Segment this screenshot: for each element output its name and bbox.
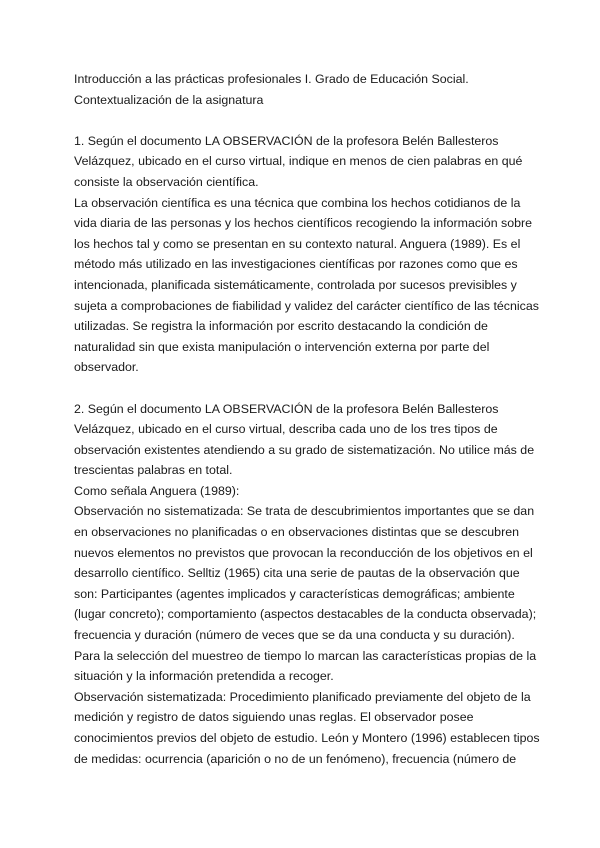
answer-line: Para la selección del muestreo de tiempo lo marcan las características propias de la: [74, 648, 537, 663]
question-line: Velázquez, ubicado en el curso virtual, indique en menos de cien palabras en qué: [74, 154, 523, 169]
answer-line: intencionada, planificada sistemáticamente, controlada por sucesos previsibles y: [74, 277, 517, 292]
header-line: Introducción a las prácticas profesionales I. Grado de Educación Social.: [74, 72, 469, 86]
answer-line: en observaciones no planificadas o en observaciones distintas que se descubren: [74, 525, 519, 540]
question-line: 2. Según el documento LA OBSERVACIÓN de la profesora Belén Ballesteros: [74, 401, 499, 416]
answer-line: Observación sistematizada: Procedimiento planificado previamente del objeto de la: [74, 689, 531, 704]
answer-line: observador.: [74, 360, 139, 375]
answer-line: Como señala Anguera (1989):: [74, 483, 240, 498]
question-line: trescientas palabras en total.: [74, 463, 233, 478]
answer-line: utilizadas. Se registra la información por escrito destacando la condición de: [74, 319, 488, 334]
answer-line: nuevos elementos no previstos que provocan la reconducción de los objetivos en el: [74, 545, 533, 560]
question-line: Velázquez, ubicado en el curso virtual, describa cada uno de los tres tipos de: [74, 422, 498, 437]
answer-line: método más utilizado en las investigaciones científicas por razones como que es: [74, 257, 518, 272]
answer-line: situación y la información pretendida a recoger.: [74, 669, 334, 684]
paragraph-gap: [74, 378, 534, 399]
question-line: consiste la observación científica.: [74, 174, 259, 189]
answer-1: [74, 193, 539, 378]
answer-line: son: Participantes (agentes implicados y características demográficas; ambiente: [74, 586, 515, 601]
header-line: Contextualización de la asignatura: [74, 92, 264, 107]
answer-line: los hechos tal y como se presentan en su contexto natural. Anguera (1989). Es el: [74, 236, 521, 251]
answer-line: vida diaria de las personas y los hechos científicos recogiendo la información sobre: [74, 216, 533, 231]
answer-line: (lugar concreto); comportamiento (aspectos destacables de la conducta observada);: [74, 607, 537, 622]
answer-line: conocimientos previos del objeto de estudio. León y Montero (1996) establecen tipos: [74, 731, 540, 745]
question-line: 1. Según el documento LA OBSERVACIÓN de la profesora Belén Ballesteros: [74, 133, 499, 148]
answer-line: Observación no sistematizada: Se trata de descubrimientos importantes que se dan: [74, 504, 535, 519]
answer-line: naturalidad sin que exista manipulación o intervención externa por parte del: [74, 339, 490, 354]
answer-line: medición y registro de datos siguiendo unas reglas. El observador posee: [74, 710, 474, 725]
answer-line: sujeta a comprobaciones de fiabilidad y validez del carácter científico de las técnicas: [74, 298, 539, 313]
question-1: [74, 131, 534, 193]
question-line: observación existentes atendiendo a su grado de sistematización. No utilice más de: [74, 442, 535, 457]
answer-line: frecuencia y duración (número de veces que se da una conducta y su duración).: [74, 628, 515, 643]
paragraph-gap: [74, 110, 534, 131]
document-body: [74, 69, 540, 769]
question-2: [74, 399, 534, 481]
answer-line: desarrollo científico. Selltiz (1965) cita una serie de pautas de la observación que: [74, 566, 520, 581]
answer-line: La observación científica es una técnica que combina los hechos cotidianos de la: [74, 195, 521, 210]
document-header: [74, 69, 534, 110]
answer-2: [74, 481, 540, 769]
answer-line: de medidas: ocurrencia (aparición o no de un fenómeno), frecuencia (número de: [74, 751, 517, 766]
